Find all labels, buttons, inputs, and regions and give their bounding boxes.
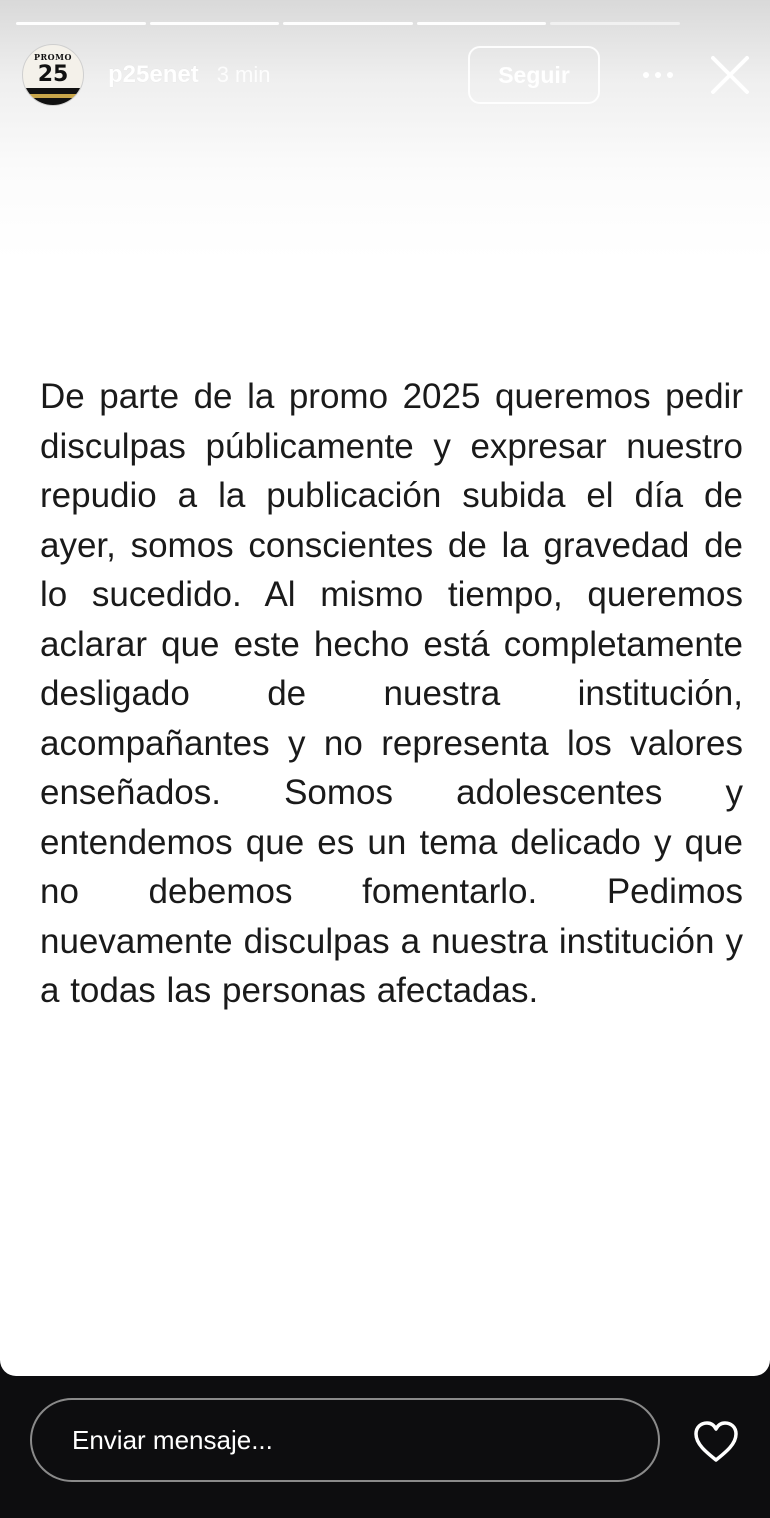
- progress-segment: [417, 22, 547, 25]
- avatar[interactable]: [22, 44, 84, 106]
- heart-icon[interactable]: [692, 1418, 740, 1466]
- progress-segment: [550, 22, 680, 25]
- message-input[interactable]: Enviar mensaje...: [30, 1398, 660, 1482]
- close-icon[interactable]: [708, 53, 752, 97]
- avatar-logo-number: 25: [37, 62, 69, 87]
- story-progress-bar: [16, 22, 680, 25]
- progress-segment: [150, 22, 280, 25]
- progress-segment: [283, 22, 413, 25]
- username[interactable]: p25enet: [108, 61, 199, 88]
- story-text: De parte de la promo 2025 queremos pedir disculpas públicamente y expresar nuestro repudio a la publicación subida el día de ayer, somos conscientes de la gravedad de lo sucedido. Al mismo tiempo, queremos aclarar que este hecho está completamente desligado de nuestra institución, acompañantes y no representa los valores enseñados. Somos adolescentes y entendemos que es un tema delicado y que no debemos fomentarlo. Pedimos nuevamente disculpas a nuestra institución y a todas las personas afectadas.: [40, 377, 743, 1010]
- progress-segment: [16, 22, 146, 25]
- follow-button[interactable]: Seguir: [468, 46, 600, 104]
- story-header: [22, 44, 752, 106]
- reply-bar: [0, 1376, 770, 1518]
- more-options-icon[interactable]: [638, 55, 678, 95]
- post-time: 3 min: [216, 62, 271, 87]
- avatar-stripe: [23, 98, 83, 106]
- avatar-logo-text: PROMO: [34, 52, 72, 62]
